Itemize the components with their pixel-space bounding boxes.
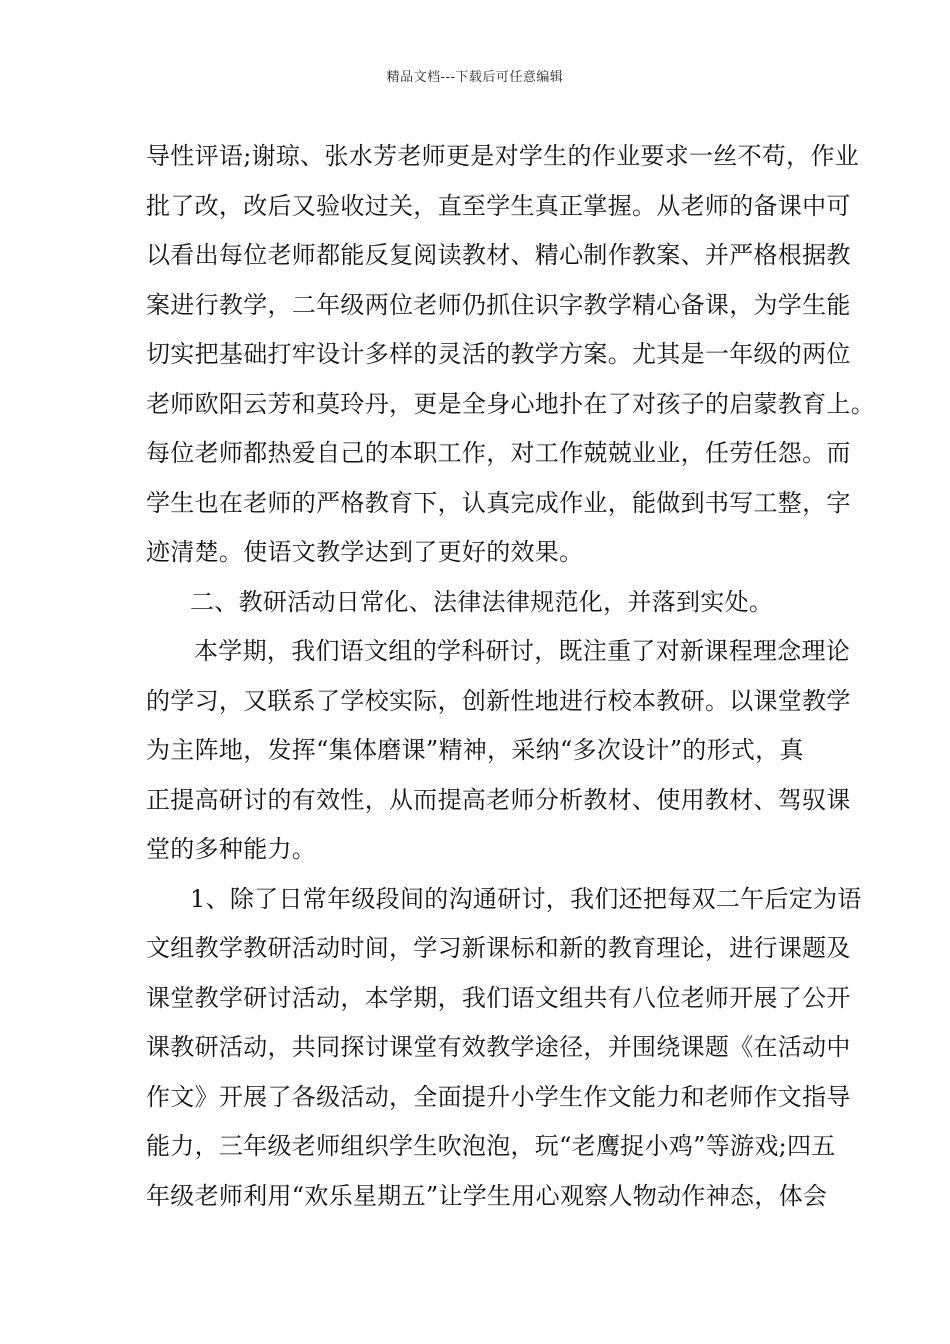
text-line: 的学习，又联系了学校实际，创新性地进行校本教研。以课堂教学 — [146, 686, 851, 715]
text-line: 学生也在老师的严格教育下，认真完成作业，能做到书写工整，字 — [146, 488, 851, 517]
text-line: 作文》开展了各级活动，全面提升小学生作文能力和老师作文指导 — [146, 1082, 851, 1111]
text-line: 每位老师都热爱自己的本职工作，对工作兢兢业业，任劳任怨。而 — [146, 439, 851, 467]
text-line: 年级老师利用“欢乐星期五”让学生用心观察人物动作神态，体会 — [146, 1181, 828, 1210]
document-body — [146, 132, 875, 1221]
text-line: 正提高研讨的有效性，从而提高老师分析教材、使用教材、驾驭课 — [146, 785, 851, 814]
text-line: 以看出每位老师都能反复阅读教材、精心制作教案、并严格根据教 — [146, 241, 851, 269]
text-line: 课教研活动，共同探讨课堂有效教学途径，并围绕课题《在活动中 — [146, 1033, 851, 1061]
section-heading: 二、教研活动日常化、法律法律规范化，并落到实处。 — [190, 587, 774, 616]
text-line: 能力，三年级老师组织学生吹泡泡，玩“老鹰捉小鸡”等游戏;四五 — [146, 1132, 836, 1160]
page-header: 精品文档---下载后可任意编辑 — [386, 70, 564, 85]
text-line: 导性评语;谢琼、张水芳老师更是对学生的作业要求一丝不苟，作业 — [146, 142, 860, 170]
text-line: 案进行教学，二年级两位老师仍抓住识字教学精心备课，为学生能 — [146, 290, 851, 319]
text-line: 课堂教学研讨活动，本学期，我们语文组共有八位老师开展了公开 — [146, 983, 851, 1012]
text-line: 批了改，改后又验收过关，直至学生真正掌握。从老师的备课中可 — [146, 191, 851, 220]
text-line: 迹清楚。使语文教学达到了更好的效果。 — [146, 538, 584, 566]
text-line: 切实把基础打牢设计多样的灵活的教学方案。尤其是一年级的两位 — [146, 340, 851, 368]
text-line: 堂的多种能力。 — [146, 835, 317, 863]
paragraph-start-line: 1、除了日常年级段间的沟通研讨，我们还把每双二午后定为语 — [190, 884, 862, 913]
text-line: 老师欧阳云芳和莫玲丹，更是全身心地扑在了对孩子的启蒙教育上。 — [146, 389, 875, 418]
text-line: 为主阵地，发挥“集体磨课”精神，采纳“多次设计”的形式，真 — [146, 736, 804, 764]
paragraph-start-line: 本学期，我们语文组的学科研讨，既注重了对新课程理念理论 — [194, 637, 851, 665]
text-line: 文组教学教研活动时间，学习新课标和新的教育理论，进行课题及 — [146, 934, 851, 962]
